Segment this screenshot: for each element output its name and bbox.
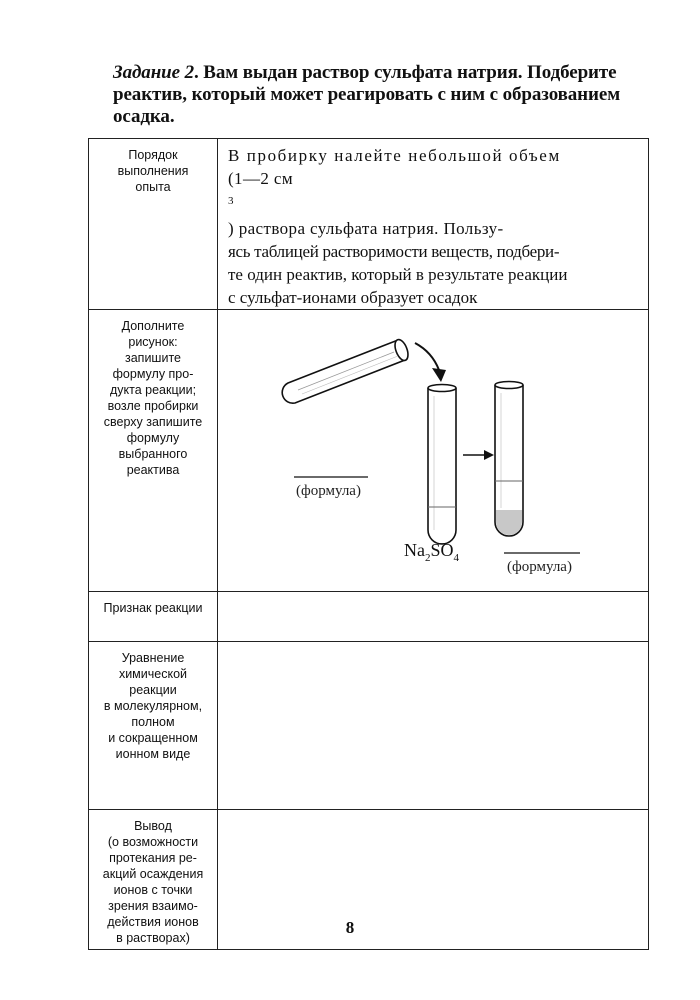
tilted-test-tube [282,337,410,402]
task-text-line2: реактив, который может реагировать с ним с образованием [113,84,621,105]
row-equation [89,641,649,809]
reaction-sign-label: Признак реакции [89,591,218,641]
sodium-sulfate-label: $Na_2SO_4$ [404,539,460,564]
equation-answer[interactable] [218,641,649,809]
test-tube-figure [218,310,648,590]
reaction-sign-answer[interactable] [218,591,649,641]
task-text-line3: осадка. [113,106,175,127]
row-reaction-sign [89,591,649,641]
figure-instructions-label: Дополните рисунок: запишите формулу про- дукта реакции; возле пробирки сверху запишите формулу выбранного реактива [89,309,218,591]
row-procedure [89,139,649,310]
procedure-label: Порядок выполнения опыта [89,139,218,310]
figure-cell [218,309,649,591]
task-label: Задание 2 [113,62,194,83]
reaction-arrow [463,450,494,460]
task-statement [113,62,658,128]
conclusion-label: Вывод (о возможности протекания ре- акций осаждения ионов с точки зрения взаимо- действия ионов в растворах) [89,809,218,949]
formula-label-right: (формула) [507,558,572,575]
middle-test-tube [428,384,456,543]
pour-arrow [415,343,446,382]
equation-label: Уравнение химической реакции в молекулярном, полном и сокращенном ионном виде [89,641,218,809]
procedure-text-cell [218,139,649,310]
right-test-tube [495,381,523,536]
row-figure [89,309,649,591]
experiment-table [88,138,649,950]
task-text-line1: . Вам выдан раствор сульфата натрия. Подберите [194,62,617,83]
page-number: 8 [345,918,355,937]
formula-label-left: (формула) [296,482,361,499]
procedure-instruction: В пробирку налейте небольшой объем (1—2 см $^3$ ) раствора сульфата натрия. Пользу- ясь таблицей растворимости веществ, подбери- те один реактив, который в результате реакции с сульфат-ионами образует осадок [228,146,568,307]
